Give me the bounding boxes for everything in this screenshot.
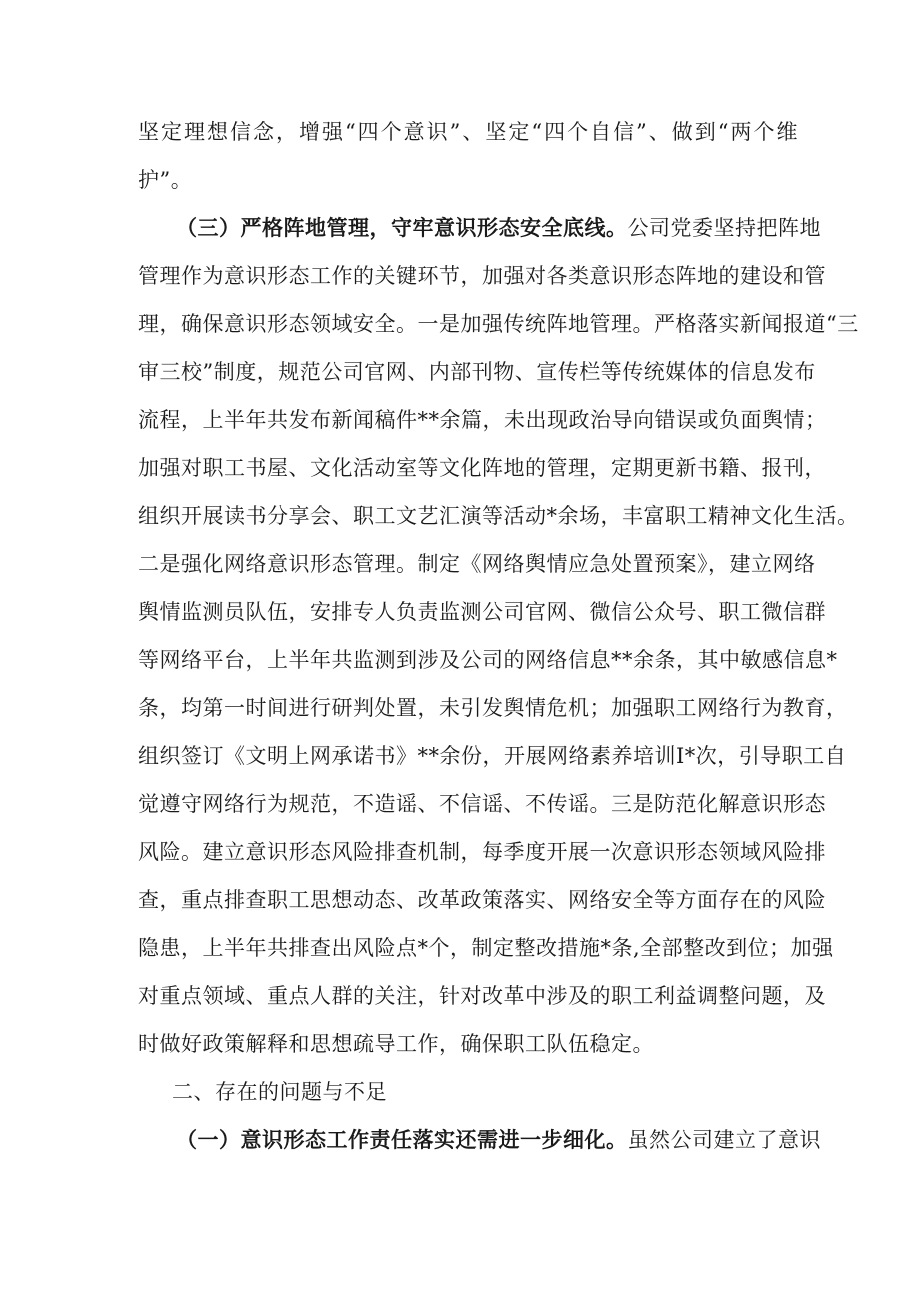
body-text-line: 加强对职工书屋、文化活动室等文化阵地的管理，定期更新书籍、报刊， [138,456,826,480]
body-text-line: 组织开展读书分享会、职工文艺汇演等活动*余场，丰富职工精神文化生活。 [138,504,859,528]
paragraph-heading: （一）意识形态工作责任落实还需进一步细化。 [176,1127,628,1152]
body-text-line: 流程，上半年共发布新闻稿件**余篇，未出现政治导向错误或负面舆情； [138,408,827,432]
body-text-line: 理，确保意识形态领域安全。一是加强传统阵地管理。严格落实新闻报道“三 [138,312,859,336]
body-text-line: 条，均第一时间进行研判处置，未引发舆情危机；加强职工网络行为教育， [138,696,848,720]
body-text-line: 风险。建立意识形态风险排查机制，每季度开展一次意识形态领域风险排 [138,840,826,864]
body-text-line: 觉遵守网络行为规范，不造谣、不信谣、不传谣。三是防范化解意识形态 [138,792,826,816]
paragraph-first-line [176,1126,821,1154]
body-text-line: 隐患，上半年共排查出风险点*个，制定整改措施*条,全部整改到位；加强 [138,936,834,960]
body-text-line: 时做好政策解释和思想疏导工作，确保职工队伍稳定。 [138,1032,654,1056]
body-text-line: 等网络平台，上半年共监测到涉及公司的网络信息**余条，其中敏感信息* [138,648,838,672]
body-text-line: 二是强化网络意识形态管理。制定《网络舆情应急处置预案》，建立网络 [138,552,816,576]
body-text-line: 对重点领域、重点人群的关注，针对改革中涉及的职工利益调整问题，及 [138,984,826,1008]
body-text-line: 护”。 [138,168,193,192]
body-text-line: 管理作为意识形态工作的关键环节，加强对各类意识形态阵地的建设和管 [138,264,826,288]
paragraph-text: 虽然公司建立了意识 [627,1128,821,1152]
body-text-line: 组织签订《文明上网承诺书》**余份，开展网络素养培训I*次，引导职工自 [138,744,847,768]
body-text-line: 查，重点排查职工思想动态、改革政策落实、网络安全等方面存在的风险 [138,888,826,912]
section-heading: 二、存在的问题与不足 [172,1080,387,1104]
paragraph-heading: （三）严格阵地管理，守牢意识形态安全底线。 [176,215,628,240]
body-text-line: 坚定理想信念，增强“四个意识”、坚定“四个自信”、做到“两个维 [138,120,798,144]
body-text-line: 舆情监测员队伍，安排专人负责监测公司官网、微信公众号、职工微信群 [138,600,826,624]
body-text-line: 审三校”制度，规范公司官网、内部刊物、宣传栏等传统媒体的信息发布 [138,360,816,384]
paragraph-first-line [176,214,821,242]
paragraph-text: 公司党委坚持把阵地 [627,216,821,240]
